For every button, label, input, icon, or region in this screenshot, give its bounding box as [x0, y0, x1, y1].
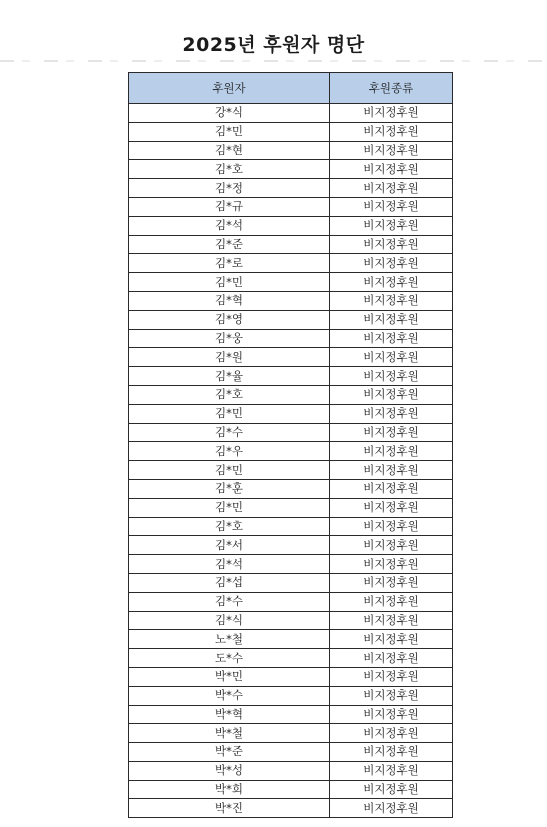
donation-type-cell: 비지정후원	[330, 216, 453, 235]
donor-table	[128, 72, 453, 818]
donation-type-cell: 비지정후원	[330, 517, 453, 536]
table-row	[129, 799, 453, 818]
table-row	[129, 291, 453, 310]
donor-name-cell: 김*호	[129, 517, 330, 536]
table-row	[129, 254, 453, 273]
donation-type-cell: 비지정후원	[330, 310, 453, 329]
donor-name-cell: 김*원	[129, 348, 330, 367]
donation-type-cell: 비지정후원	[330, 348, 453, 367]
table-row	[129, 667, 453, 686]
donor-name-cell: 김*식	[129, 611, 330, 630]
donor-name-cell: 김*준	[129, 235, 330, 254]
donation-type-cell: 비지정후원	[330, 273, 453, 292]
table-row	[129, 216, 453, 235]
donor-name-cell: 김*웅	[129, 329, 330, 348]
table-row	[129, 686, 453, 705]
donation-type-cell: 비지정후원	[330, 367, 453, 386]
table-row	[129, 122, 453, 141]
donation-type-cell: 비지정후원	[330, 404, 453, 423]
donation-type-cell: 비지정후원	[330, 761, 453, 780]
donation-type-cell: 비지정후원	[330, 479, 453, 498]
donation-type-cell: 비지정후원	[330, 649, 453, 668]
table-row	[129, 461, 453, 480]
donation-type-cell: 비지정후원	[330, 611, 453, 630]
table-row	[129, 385, 453, 404]
table-row	[129, 329, 453, 348]
donation-type-cell: 비지정후원	[330, 498, 453, 517]
donor-name-cell: 김*민	[129, 498, 330, 517]
donor-name-cell: 박*민	[129, 667, 330, 686]
donor-name-cell: 김*석	[129, 555, 330, 574]
donation-type-cell: 비지정후원	[330, 555, 453, 574]
donor-name-cell: 김*호	[129, 385, 330, 404]
donor-name-cell: 김*수	[129, 592, 330, 611]
table-row	[129, 273, 453, 292]
header-donation-type: 후원종류	[330, 73, 453, 104]
donation-type-cell: 비지정후원	[330, 197, 453, 216]
table-row	[129, 705, 453, 724]
donation-type-cell: 비지정후원	[330, 385, 453, 404]
table-row	[129, 179, 453, 198]
donation-type-cell: 비지정후원	[330, 423, 453, 442]
table-row	[129, 141, 453, 160]
donor-name-cell: 김*훈	[129, 479, 330, 498]
table-row	[129, 404, 453, 423]
donation-type-cell: 비지정후원	[330, 573, 453, 592]
donor-name-cell: 도*수	[129, 649, 330, 668]
donation-type-cell: 비지정후원	[330, 461, 453, 480]
donor-name-cell: 김*민	[129, 273, 330, 292]
donation-type-cell: 비지정후원	[330, 705, 453, 724]
donation-type-cell: 비지정후원	[330, 235, 453, 254]
scan-artifact-line	[0, 60, 547, 62]
donation-type-cell: 비지정후원	[330, 179, 453, 198]
donation-type-cell: 비지정후원	[330, 329, 453, 348]
table-row	[129, 761, 453, 780]
donor-name-cell: 노*철	[129, 630, 330, 649]
table-row	[129, 348, 453, 367]
donor-name-cell: 박*진	[129, 799, 330, 818]
donor-name-cell: 박*준	[129, 743, 330, 762]
table-row	[129, 611, 453, 630]
donor-table-body	[129, 104, 453, 818]
table-row	[129, 104, 453, 123]
donation-type-cell: 비지정후원	[330, 799, 453, 818]
donation-type-cell: 비지정후원	[330, 442, 453, 461]
table-row	[129, 498, 453, 517]
donation-type-cell: 비지정후원	[330, 536, 453, 555]
table-row	[129, 724, 453, 743]
donor-name-cell: 김*수	[129, 423, 330, 442]
donor-name-cell: 김*우	[129, 442, 330, 461]
donor-name-cell: 김*율	[129, 367, 330, 386]
donation-type-cell: 비지정후원	[330, 291, 453, 310]
donor-name-cell: 김*규	[129, 197, 330, 216]
donor-name-cell: 김*민	[129, 122, 330, 141]
donation-type-cell: 비지정후원	[330, 630, 453, 649]
table-header-row	[129, 73, 453, 104]
donor-name-cell: 박*성	[129, 761, 330, 780]
donor-name-cell: 김*로	[129, 254, 330, 273]
donor-name-cell: 박*희	[129, 780, 330, 799]
donor-name-cell: 김*호	[129, 160, 330, 179]
donation-type-cell: 비지정후원	[330, 743, 453, 762]
table-row	[129, 592, 453, 611]
donation-type-cell: 비지정후원	[330, 724, 453, 743]
donation-type-cell: 비지정후원	[330, 667, 453, 686]
donation-type-cell: 비지정후원	[330, 104, 453, 123]
table-row	[129, 517, 453, 536]
table-row	[129, 367, 453, 386]
donor-name-cell: 박*철	[129, 724, 330, 743]
donation-type-cell: 비지정후원	[330, 160, 453, 179]
table-row	[129, 780, 453, 799]
donor-name-cell: 김*영	[129, 310, 330, 329]
table-row	[129, 160, 453, 179]
donor-name-cell: 박*수	[129, 686, 330, 705]
table-row	[129, 442, 453, 461]
table-row	[129, 536, 453, 555]
header-donor: 후원자	[129, 73, 330, 104]
donor-name-cell: 강*식	[129, 104, 330, 123]
donor-name-cell: 김*서	[129, 536, 330, 555]
table-row	[129, 573, 453, 592]
table-row	[129, 630, 453, 649]
donor-name-cell: 김*민	[129, 461, 330, 480]
donor-name-cell: 김*정	[129, 179, 330, 198]
table-row	[129, 235, 453, 254]
table-row	[129, 649, 453, 668]
table-row	[129, 423, 453, 442]
donor-name-cell: 김*섭	[129, 573, 330, 592]
table-row	[129, 310, 453, 329]
donation-type-cell: 비지정후원	[330, 122, 453, 141]
donor-name-cell: 김*석	[129, 216, 330, 235]
donor-name-cell: 박*혁	[129, 705, 330, 724]
donation-type-cell: 비지정후원	[330, 592, 453, 611]
donation-type-cell: 비지정후원	[330, 141, 453, 160]
table-row	[129, 743, 453, 762]
donation-type-cell: 비지정후원	[330, 254, 453, 273]
donor-name-cell: 김*민	[129, 404, 330, 423]
table-row	[129, 197, 453, 216]
donor-name-cell: 김*현	[129, 141, 330, 160]
table-row	[129, 555, 453, 574]
page-title: 2025년 후원자 명단	[182, 34, 365, 56]
donation-type-cell: 비지정후원	[330, 686, 453, 705]
donor-name-cell: 김*혁	[129, 291, 330, 310]
donation-type-cell: 비지정후원	[330, 780, 453, 799]
table-row	[129, 479, 453, 498]
